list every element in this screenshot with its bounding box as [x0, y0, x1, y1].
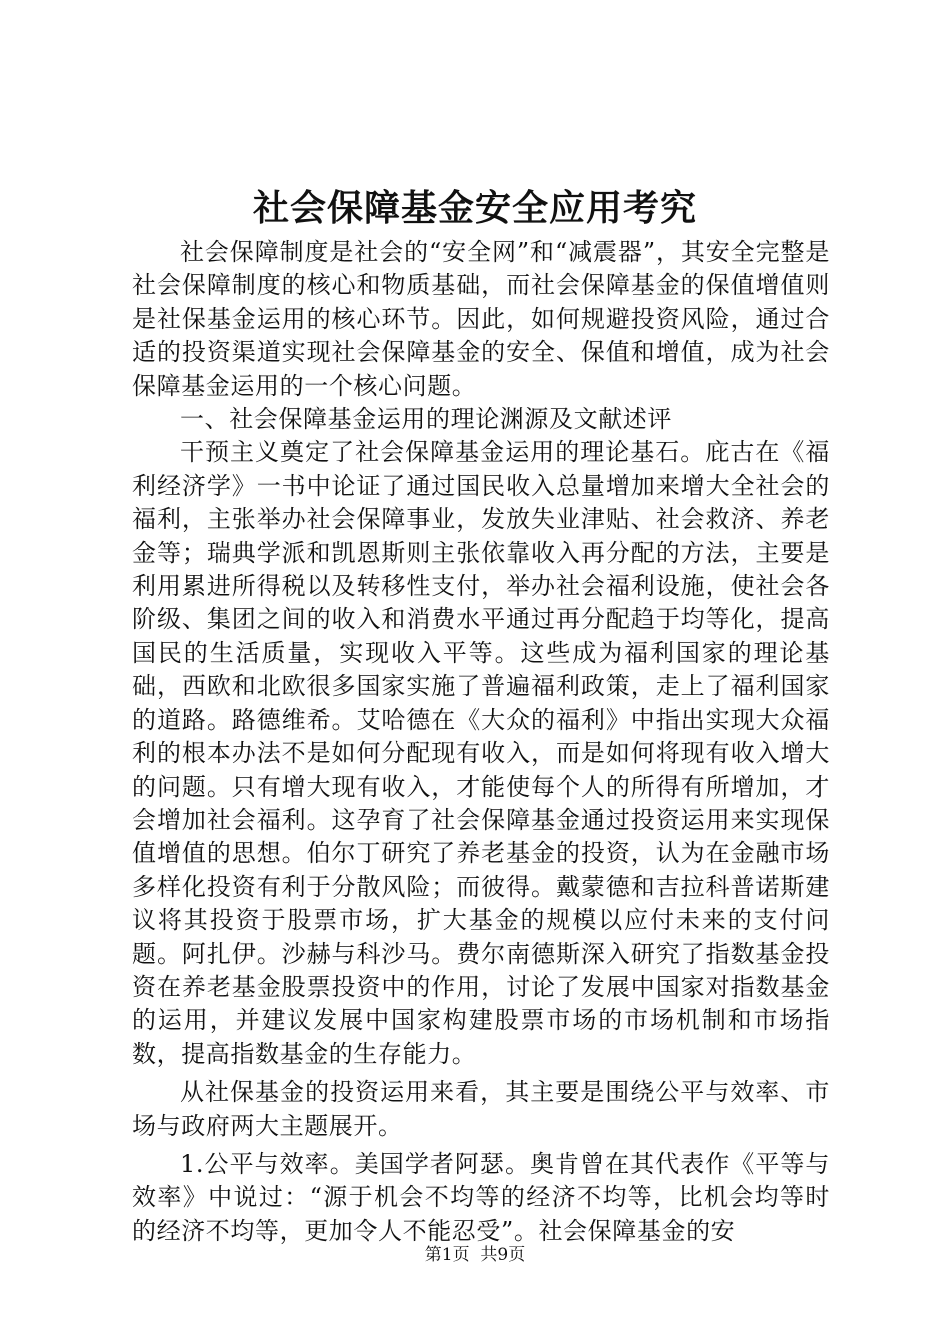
- paragraph-intro: 社会保障制度是社会的“安全网”和“减震器”，其安全完整是社会保障制度的核心和物质基础，而社会保障基金的保值增值则是社保基金运用的核心环节。因此，如何规避投资风险，通过合适的投资渠道实现社会保障基金的安全、保值和增值，成为社会保障基金运用的一个核心问题。: [132, 238, 830, 400]
- paragraph-equity-efficiency: 1.公平与效率。美国学者阿瑟。奥肯曾在其代表作《平等与效率》中说过：“源于机会不均等的经济不均等，比机会均等时的经济不均等，更加令人不能忍受”。社会保障基金的安: [132, 1149, 830, 1245]
- page-number-prefix: 第: [424, 1245, 442, 1265]
- document-title: 社会保障基金安全应用考究: [252, 187, 697, 229]
- page-footer: [0, 1243, 950, 1267]
- page-number-suffix: 页: [508, 1245, 526, 1265]
- page-number-mid: 页 共: [452, 1245, 498, 1265]
- document-body: [132, 236, 830, 1248]
- page-number-total: 9: [497, 1245, 509, 1265]
- paragraph-theory: 干预主义奠定了社会保障基金运用的理论基石。庇古在《福利经济学》一书中论证了通过国民收入总量增加来增大全社会的福利，主张举办社会保障事业，发放失业津贴、社会救济、养老金等；瑞典学派和凯恩斯则主张依靠收入再分配的方法，主要是利用累进所得税以及转移性支付，举办社会福利设施，使社会各阶级、集团之间的收入和消费水平通过再分配趋于均等化，提高国民的生活质量，实现收入平等。这些成为福利国家的理论基础，西欧和北欧很多国家实施了普遍福利政策，走上了福利国家的道路。路德维希。艾哈德在《大众的福利》中指出实现大众福利的根本办法不是如何分配现有收入，而是如何将现有收入增大的问题。只有增大现有收入，才能使每个人的所得有所增加，才会增加社会福利。这孕育了社会保障基金通过投资运用来实现保值增值的思想。伯尔丁研究了养老基金的投资，认为在金融市场多样化投资有利于分散风险；而彼得。戴蒙德和吉拉科普诺斯建议将其投资于股票市场，扩大基金的规模以应付未来的支付问题。阿扎伊。沙赫与科沙马。费尔南德斯深入研究了指数基金投资在养老基金股票投资中的作用，讨论了发展中国家对指数基金的运用，并建议发展中国家构建股票市场的市场机制和市场指数，提高指数基金的生存能力。: [132, 438, 830, 1068]
- paragraph-themes: 从社保基金的投资运用来看，其主要是围绕公平与效率、市场与政府两大主题展开。: [132, 1078, 830, 1140]
- page-number-current: 1: [441, 1245, 453, 1265]
- section-heading-1: 一、社会保障基金运用的理论渊源及文献述评: [180, 405, 672, 434]
